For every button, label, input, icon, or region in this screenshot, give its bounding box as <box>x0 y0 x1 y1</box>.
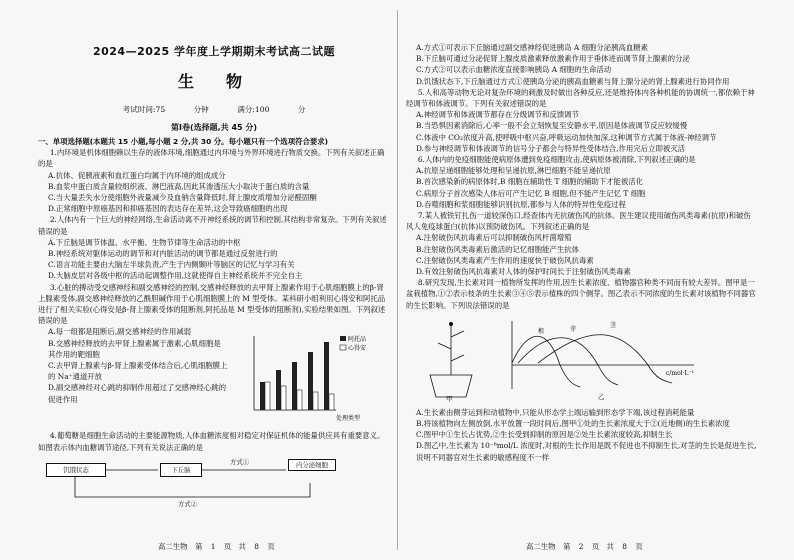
q1-option-a: A.抗体、促胰液素和血红蛋白均属于内环境的组成成分 <box>48 170 226 180</box>
q3-option-a: A.每一组都是阻断后,副交感神经的作用减弱 <box>48 327 192 337</box>
curve-label-root: 根 <box>538 327 545 335</box>
flow-label-1: 方式① <box>230 457 250 466</box>
flow-box-hypothalamus: 下丘脑 <box>160 463 202 477</box>
q8-stem: 8.研究发现,生长素对同一植物所发挥的作用,因生长素浓度、植物器官种类不同而有较大差异。图甲是一盆栽植物,①②表示枝条的生长素③④⑤表示植株的四个侧芽。图乙表示不同浓度的生长素对该植物不同器官的生长影响。下列说法错误的是 <box>406 278 756 310</box>
q2-option-a: A.下丘脑是调节体温、水平衡、生物节律等生命活动的中枢 <box>48 237 241 247</box>
figure-auxin-curves <box>498 317 708 403</box>
q5-option-c: C.体液中 CO₂浓度升高,使呼吸中枢兴奋,呼吸运动加快加深,这种调节方式属于体液-神经调节 <box>416 132 717 142</box>
q4-option-d: D.饥饿状态下,下丘脑通过方式①使胰岛分泌的胰高血糖素与肾上腺分泌的肾上腺素进行协同作用 <box>416 76 730 86</box>
q6-option-a: A.抗原呈递细胞能够处理和呈递抗原,淋巴细胞不能呈递抗原 <box>416 166 611 176</box>
q4-option-b: B.下丘脑可通过分泌促肾上腺皮质激素释放激素作用于垂体进而调节肾上腺素的分泌 <box>416 54 690 64</box>
q7-option-b: B.注射破伤风类毒素后激活的记忆细胞能产生抗体 <box>416 244 579 254</box>
q3-stem: 3.心脏的搏动受交感神经和副交感神经的控制,交感神经释放的去甲肾上腺素作用于心肌细胞膜上的β-肾上腺素受体,副交感神经释放的乙酰胆碱作用于心肌细胞膜上的 M 型受体。某科研小组利用心得安和阿托品进行了相关实验(心得安是β-肾上腺素受体的阻断剂,阿托品是 M 型受体的阻断剂),实验结果如图。下列叙述错误的是 <box>38 282 386 326</box>
legend-label-2: 心得安 <box>348 345 367 353</box>
bar-group-0b <box>265 382 270 410</box>
q6-option-b: B.首次感染新的病原体时,B 细胞在辅助性 T 细胞的辅助下才能被活化 <box>416 177 644 187</box>
q3-option-c: C.去甲肾上腺素与β-肾上腺素受体结合后,心肌细胞膜上的 Na⁺通道开放 <box>48 361 228 382</box>
q7-option-a: A.注射破伤风抗毒素后可以抑制破伤风杆菌增殖 <box>416 233 572 243</box>
q1-option-d: D.正常细胞中原癌基因和抑癌基因的表达存在差异,这会导致癌细胞的出现 <box>48 204 288 214</box>
figure-b-label: 乙 <box>598 392 605 401</box>
bar-group-4a <box>324 342 329 410</box>
plant-branch-2 <box>438 343 451 349</box>
chart-x-label: 处理类型 <box>336 415 361 423</box>
q5-option-d: D.参与神经调节和体液调节的信号分子都会与特异性受体结合,作用完后立即被灭活 <box>416 143 686 153</box>
q2-option-d: D.大脑皮层对各级中枢的活动起调整作用,这就使得自主神经系统并不完全自主 <box>48 271 303 281</box>
column-divider <box>397 10 398 550</box>
flow-arrow-3 <box>75 477 310 497</box>
plant-branch-3 <box>451 355 464 361</box>
part-title: 第Ⅰ卷(选择题,共 45 分) <box>170 123 258 132</box>
bar-group-0a <box>260 382 265 410</box>
q7-option-c: C.注射破伤风类毒素产生作用的速度快于破伤风抗毒素 <box>416 255 594 265</box>
bar-group-2b <box>297 390 302 410</box>
left-footer: 高二生物 第 1 页 共 8 页 <box>158 542 275 551</box>
q6-option-d: D.吞噬细胞和浆细胞能够识别抗原,都参与人体的特异性免疫过程 <box>416 199 626 209</box>
q1-option-b: B.血浆中蛋白质含量较组织液、淋巴液高,因此其渗透压大小取决于蛋白质的含量 <box>48 181 310 191</box>
q8-option-a: A.生长素由侧芽运到和动植物中,只能从形态学上端运输到形态学下端,该过程消耗能量 <box>416 407 695 417</box>
chart-bars <box>260 342 334 410</box>
q8-option-c: C.图甲中①生长占优势,②生长受到抑制的原因是②处生长素浓度较高,抑制生长 <box>416 430 673 440</box>
glucose-flow-diagram <box>38 457 390 515</box>
q7-option-d: D.有效注射破伤风抗毒素对人体的保护时间长于注射破伤风类毒素 <box>416 267 631 277</box>
figure-plant <box>416 317 486 403</box>
bar-group-4b <box>329 394 334 410</box>
figure-a-label: 甲 <box>446 394 453 403</box>
q8-option-b: B.将该植物向左侧放倒,水平放置一段时间后,图甲①处的生长素浓度大于②(近地侧)的生长素浓度 <box>416 419 730 429</box>
flow-box-fasting: 饥饿状态 <box>46 463 106 477</box>
q8-option-d: D.图乙中,生长素为 10⁻⁸mol/L 浓度时,对根的生长作用是既不促进也不抑制生长,对茎的生长是促进生长,说明不同器官对生长素的敏感程度不一样 <box>416 441 757 462</box>
q1-option-c: C.当大量丢失水分使细胞外液量减少及血钠含量降低时,肾上腺皮质增加分泌醛固酮 <box>48 193 317 203</box>
time-label: 考试时间:75 分钟 <box>122 105 209 114</box>
curve-root <box>512 336 580 387</box>
heart-rate-chart <box>236 330 376 430</box>
legend-label-1: 阿托品 <box>348 336 367 344</box>
right-footer: 高二生物 第 2 页 共 8 页 <box>526 542 643 551</box>
q1-stem: 1.内环境是机体细胞赖以生存的液体环境,细胞通过内环境与外界环境进行物质交换。下列有关叙述正确的是 <box>38 148 385 169</box>
q8-figures <box>416 317 758 403</box>
plant-pot <box>430 375 472 397</box>
subject-title: 生 物 <box>177 72 250 91</box>
curve-label-stem: 茎 <box>610 321 617 329</box>
flow-box-endocrine: 内分泌细胞 <box>288 459 336 471</box>
curve-x-unit: c/mol·L⁻¹ <box>666 369 695 377</box>
q6-option-c: C.病原分子首次感染人体后可产生记忆 B 细胞,但不能产生记忆 T 细胞 <box>416 188 646 198</box>
bar-group-3a <box>308 352 313 410</box>
q3-block <box>38 326 390 430</box>
q5-option-b: B.当恐惧因素消除后,心率一般不会立刻恢复至安静水平,原因是体液调节反应较缓慢 <box>416 121 688 131</box>
q4-option-a: A.方式①可表示下丘脑通过副交感神经促进胰岛 A 细胞分泌胰高血糖素 <box>416 43 649 52</box>
plant-branch-1 <box>451 331 464 337</box>
q5-option-a: A.神经调节和体液调节都存在分级调节和反馈调节 <box>416 110 579 120</box>
curve-label-bud: 芽 <box>570 325 577 333</box>
q6-stem: 6.人体内的免疫细胞能使病原体遭到免疫细胞攻击,使病原体被清除,下列叙述正确的是 <box>417 155 696 165</box>
q2-option-c: C.语言功能主要由大脑左半球负责,产生于内侧颞叶等脑区的记忆与学习有关 <box>48 260 295 270</box>
q7-stem: 7.某人被铁钉扎伤一道较深伤口,经查体内无抗破伤风的抗体。医生建议使用破伤风类毒素(抗原)和破伤风人免疫球蛋白(抗体)以预防破伤风。下列叙述正确的是 <box>406 211 751 232</box>
q4-option-c: C.方式②可以表示血糖浓度直接影响胰岛 A 细胞的生命活动 <box>416 65 612 75</box>
right-column <box>406 0 758 560</box>
q4-stem: 4.葡萄糖是细胞生命活动的主要能源物质,人体血糖浓度相对稳定对保证机体的能量供应具有重要意义。如图表示体内血糖调节途径,下列有关说法正确的是 <box>38 431 385 452</box>
apical-bud <box>449 322 453 326</box>
exam-title: 2024—2025 学年度上学期期末考试高二试题 <box>92 45 336 58</box>
left-column <box>38 0 390 560</box>
curve-bud <box>518 338 618 385</box>
bar-group-3b <box>313 392 318 410</box>
bar-group-1b <box>281 386 286 410</box>
q3-option-b: B.交感神经释放的去甲肾上腺素属于激素,心肌细胞是其作用的靶细胞 <box>48 338 221 359</box>
section-heading: 一、单项选择题(本题共 15 小题,每小题 2 分,共 30 分。每小题只有一个选项符合要求) <box>38 137 329 146</box>
legend-swatch-1 <box>340 336 346 341</box>
bar-group-1a <box>276 370 281 410</box>
exam-meta <box>38 104 390 115</box>
legend-swatch-2 <box>340 345 346 350</box>
q2-option-b: B.神经系统对躯体运动的调节和对内脏活动的调节都是通过反射进行的 <box>48 249 278 259</box>
q2-stem: 2.人体内有一个巨大的神经网络,生命活动离不开神经系统的调节和控制,其结构非常复杂。下列有关叙述错误的是 <box>38 215 387 236</box>
q5-stem: 5.人和高等动物无论对复杂环境的刺激及时做出各种反应,还是维持体内各种机能的协调统一,都依赖于神经调节和体液调节。下列有关叙述错误的是 <box>406 87 755 109</box>
q3-option-d: D.副交感神经对心跳的抑制作用超过了交感神经心跳的促进作用 <box>48 383 226 404</box>
flow-label-2: 方式② <box>178 499 198 508</box>
score-label: 满分:100 分 <box>237 105 306 114</box>
bar-group-2a <box>292 362 297 410</box>
